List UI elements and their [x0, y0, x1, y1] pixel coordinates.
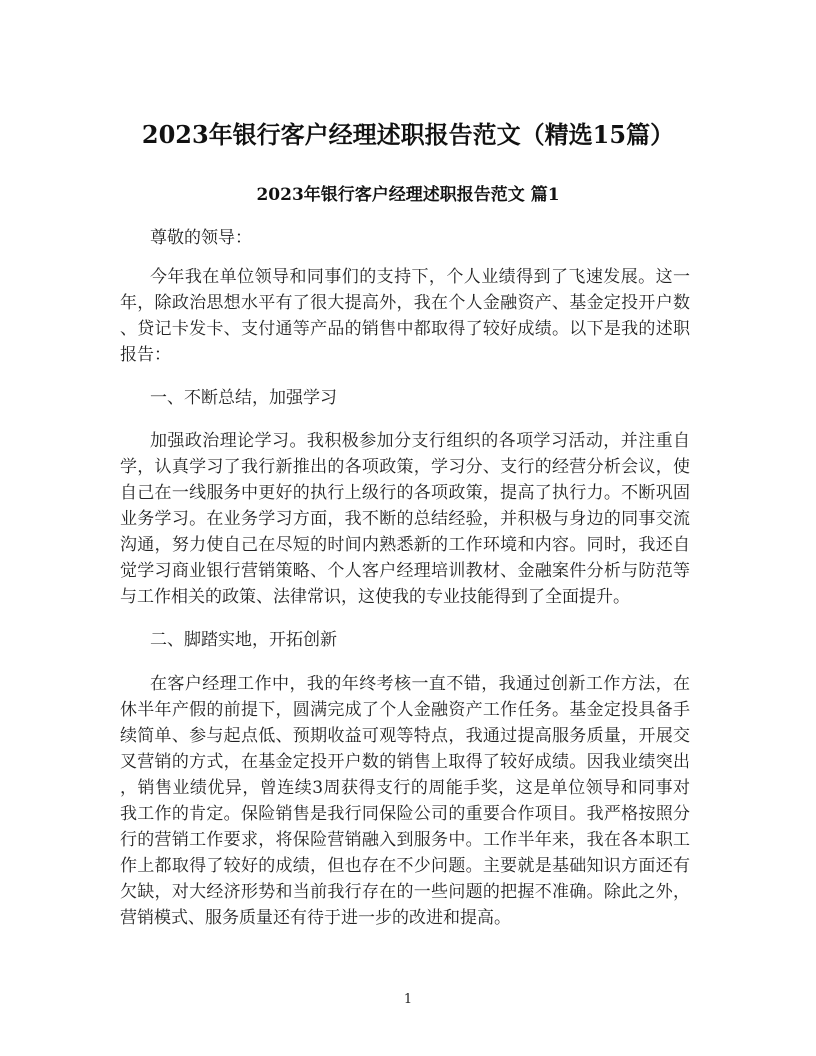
paragraph-line: 报告：	[120, 345, 171, 365]
paragraph-line: 欠缺，对大经济形势和当前我行存在的一些问题的把握不准确。除此之外，	[120, 882, 690, 902]
paragraph-line: 与工作相关的政策、法律常识，这使我的专业技能得到了全面提升。	[120, 587, 630, 607]
document-title: 2023年银行客户经理述职报告范文（精选15篇）	[141, 120, 675, 149]
heading-line: 二、脚踏实地，开拓创新	[150, 630, 337, 650]
paragraph-line: 续简单、参与起点低、预期收益可观等特点，我通过提高服务质量，开展交	[120, 726, 690, 746]
paragraph-line: 学，认真学习了我行新推出的各项政策，学习分、支行的经营分析会议，使	[120, 457, 690, 477]
paragraph-line: 业务学习。在业务学习方面，我不断的总结经验，并积极与身边的同事交流	[120, 509, 690, 529]
paragraph-line: 行的营销工作要求，将保险营销融入到服务中。工作半年来，我在各本职工	[120, 830, 690, 850]
paragraph-line: 在客户经理工作中，我的年终考核一直不错，我通过创新工作方法，在	[150, 674, 690, 694]
paragraph-line: 今年我在单位领导和同事们的支持下，个人业绩得到了飞速发展。这一	[150, 267, 690, 287]
section-title: 2023年银行客户经理述职报告范文 篇1	[256, 185, 560, 205]
paragraph-line: 自己在一线服务中更好的执行上级行的各项政策，提高了执行力。不断巩固	[120, 483, 690, 503]
paragraph-line: 营销模式、服务质量还有待于进一步的改进和提高。	[120, 908, 511, 928]
paragraph-line: 加强政治理论学习。我积极参加分支行组织的各项学习活动，并注重自	[150, 431, 690, 451]
paragraph-line: 作上都取得了较好的成绩，但也存在不少问题。主要就是基础知识方面还有	[120, 856, 690, 876]
paragraph-line: 我工作的肯定。保险销售是我行同保险公司的重要合作项目。我严格按照分	[120, 804, 690, 824]
salutation-line: 尊敬的领导：	[150, 228, 252, 248]
paragraph-line: ，销售业绩优异，曾连续3周获得支行的周能手奖，这是单位领导和同事对	[120, 778, 690, 798]
paragraph-line: 觉学习商业银行营销策略、个人客户经理培训教材、金融案件分析与防范等	[120, 561, 690, 581]
paragraph-line: 休半年产假的前提下，圆满完成了个人金融资产工作任务。基金定投具备手	[120, 700, 690, 720]
heading-line: 一、不断总结，加强学习	[150, 388, 337, 408]
paragraph-line: 叉营销的方式，在基金定投开户数的销售上取得了较好成绩。因我业绩突出	[120, 752, 690, 772]
paragraph-line: 、贷记卡发卡、支付通等产品的销售中都取得了较好成绩。以下是我的述职	[120, 319, 690, 339]
page-number: 1	[403, 992, 413, 1007]
paragraph-line: 年，除政治思想水平有了很大提高外，我在个人金融资产、基金定投开户数	[120, 293, 690, 313]
paragraph-line: 沟通，努力使自己在尽短的时间内熟悉新的工作环境和内容。同时，我还自	[120, 535, 690, 555]
